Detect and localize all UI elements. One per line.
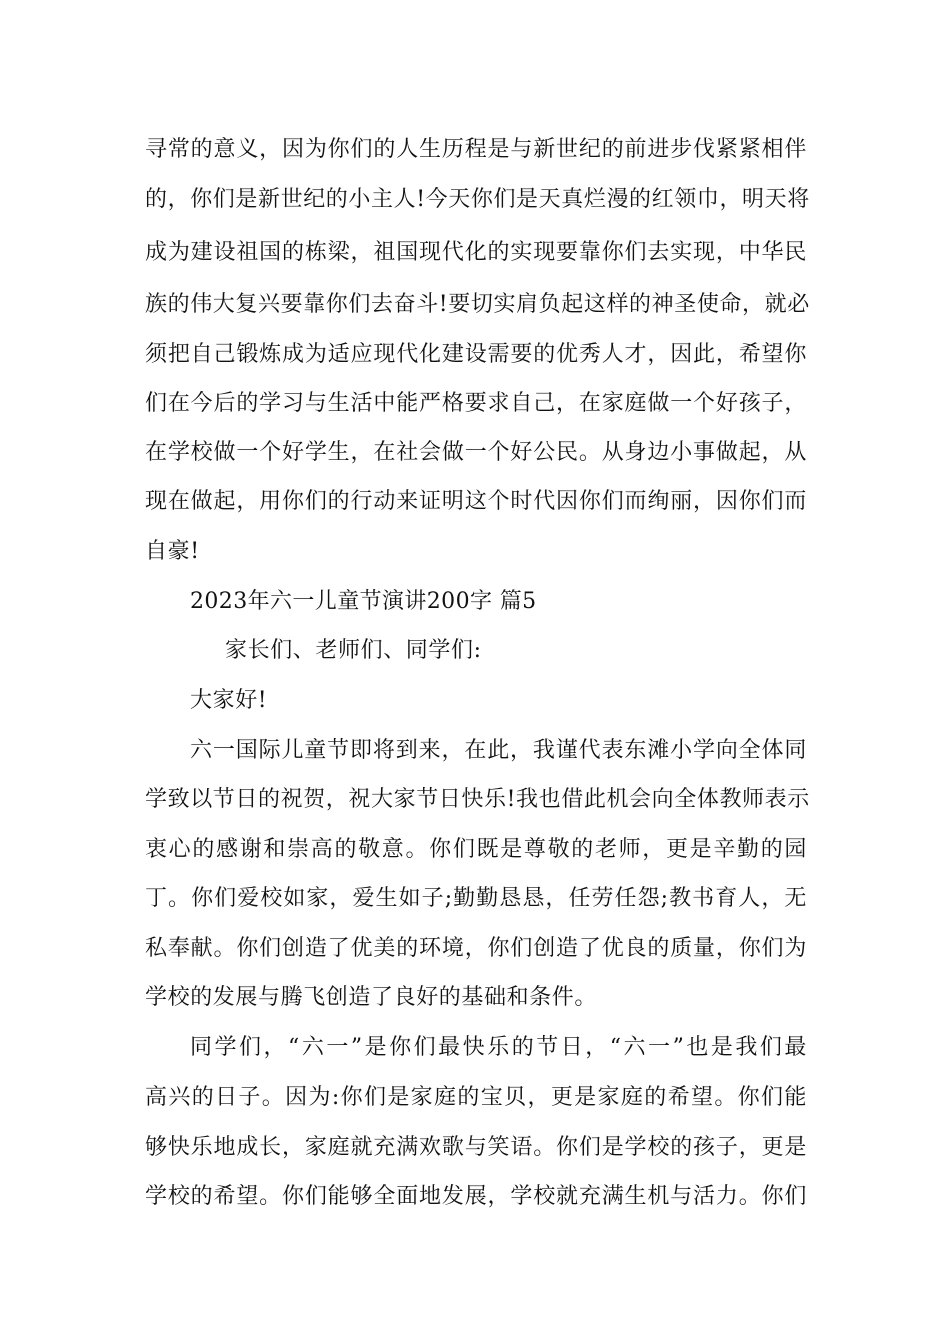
text-line: 们在今后的学习与生活中能严格要求自己，在家庭做一个好孩子， [145,391,807,416]
paragraph-line: 私奉献。你们创造了优美的环境，你们创造了优良的质量，你们为 [145,936,807,961]
paragraph-line: 学致以节日的祝贺，祝大家节日快乐!我也借此机会向全体教师表示 [145,787,810,812]
text-line: 在学校做一个好学生，在社会做一个好公民。从身边小事做起，从 [145,440,807,465]
text-line: 须把自己锻炼成为适应现代化建设需要的优秀人才，因此，希望你 [145,342,807,367]
text-line: 成为建设祖国的栋梁，祖国现代化的实现要靠你们去实现，中华民 [145,240,807,265]
salutation: 家长们、老师们、同学们: [225,638,482,663]
paragraph-line: 衷心的感谢和崇高的敬意。你们既是尊敬的老师，更是辛勤的园 [145,837,807,862]
paragraph-line: 学校的发展与腾飞创造了良好的基础和条件。 [145,985,598,1010]
paragraph-line: 高兴的日子。因为:你们是家庭的宝贝，更是家庭的希望。你们能 [145,1085,807,1110]
text-line: 的，你们是新世纪的小主人!今天你们是天真烂漫的红领巾，明天将 [145,187,810,212]
paragraph-line: 丁。你们爱校如家，爱生如子;勤勤恳恳，任劳任怨;教书育人，无 [145,886,807,911]
text-line: 族的伟大复兴要靠你们去奋斗!要切实肩负起这样的神圣使命，就必 [145,292,810,317]
paragraph-line: 六一国际儿童节即将到来，在此，我谨代表东滩小学向全体同 [190,738,807,763]
text-line: 寻常的意义，因为你们的人生历程是与新世纪的前进步伐紧紧相伴 [145,137,807,162]
paragraph-line: 学校的希望。你们能够全面地发展，学校就充满生机与活力。你们 [145,1184,807,1209]
text-line: 自豪! [145,539,200,564]
greeting: 大家好! [190,688,268,713]
section-title: 2023年六一儿童节演讲200字 篇5 [190,589,537,614]
paragraph-line: 同学们，“六一”是你们最快乐的节日，“六一”也是我们最 [190,1035,807,1060]
text-line: 现在做起，用你们的行动来证明这个时代因你们而绚丽，因你们而 [145,489,807,514]
paragraph-line: 够快乐地成长，家庭就充满欢歌与笑语。你们是学校的孩子，更是 [145,1135,807,1160]
